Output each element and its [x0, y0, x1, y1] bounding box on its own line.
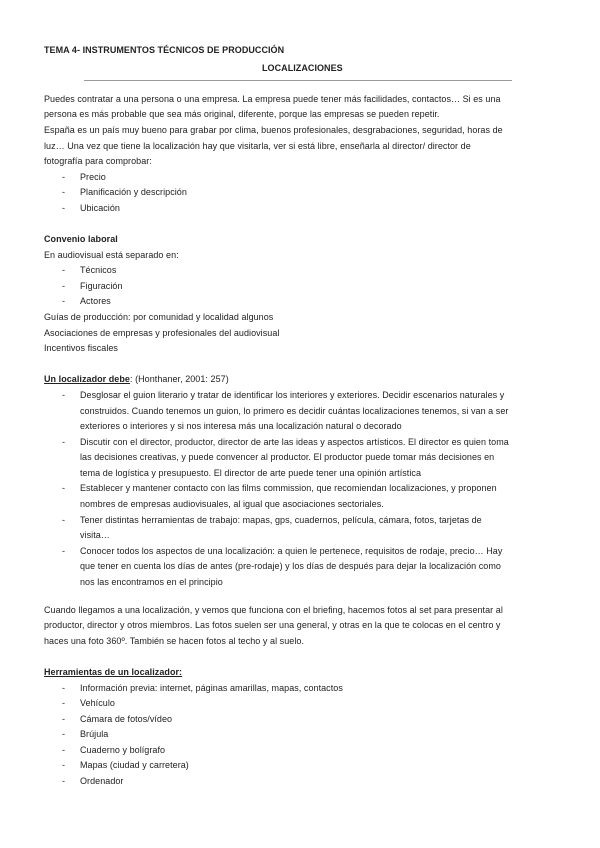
list-item-line: Tener distintas herramientas de trabajo: mapas, gps, cuadernos, película, cámara, fotos, tarjetas de: [80, 515, 482, 525]
section-heading-herramientas: Herramientas de un localizador:: [44, 667, 183, 677]
intro-paragraph-line: persona es más probable que sea más original, diferente, porque las empresas se pueden repetir.: [44, 109, 440, 119]
briefing-paragraph-line: productor, director y otros miembros. Las fotos suelen ser una general, y otras en la que te colocas en el centro y: [44, 620, 501, 630]
doc-subtitle: LOCALIZACIONES: [262, 63, 343, 73]
list-bullet: -: [62, 683, 65, 693]
list-item-line: las decisiones creativas, y puede convencer al productor. El productor puede tomar más decisiones en: [80, 452, 495, 462]
list-item-line: Discutir con el director, productor, director de arte las ideas y aspectos artísticos. El director es quien toma: [80, 437, 509, 447]
briefing-paragraph-line: haces una foto 360º. También se hacen fotos al techo y al suelo.: [44, 636, 304, 646]
list-item: Cámara de fotos/vídeo: [80, 714, 173, 724]
list-item: Actores: [80, 296, 111, 306]
list-item: Técnicos: [80, 265, 117, 275]
section-heading-convenio: Convenio laboral: [44, 234, 118, 244]
list-item-line: que tener en cuenta los días de antes (pre-rodaje) y los días de después para dejar la localización como: [80, 561, 501, 571]
list-bullet: -: [62, 714, 65, 724]
list-item: Ordenador: [80, 776, 124, 786]
list-item-line: exteriores o interiores y si nos interesa más una localización natural o decorado: [80, 421, 402, 431]
doc-title: TEMA 4- INSTRUMENTOS TÉCNICOS DE PRODUCCIÓN: [44, 45, 285, 55]
list-bullet: -: [62, 437, 65, 447]
list-item: Figuración: [80, 281, 123, 291]
list-bullet: -: [62, 515, 65, 525]
localizador-citation: : (Honthaner, 2001: 257): [129, 374, 229, 384]
list-item-line: construidos. Cuando tenemos un guion, lo primero es decidir cuántas localizaciones tenemos, si van a ser: [80, 406, 509, 416]
list-bullet: -: [62, 760, 65, 770]
list-bullet: -: [62, 729, 65, 739]
list-item: Vehículo: [80, 698, 115, 708]
list-bullet: -: [62, 187, 65, 197]
localizador-heading-text: Un localizador debe: [44, 374, 130, 384]
list-item: Información previa: internet, páginas amarillas, mapas, contactos: [80, 683, 343, 693]
briefing-paragraph-line: Cuando llegamos a una localización, y vemos que funciona con el briefing, hacemos fotos al set para presentar al: [44, 605, 503, 615]
list-bullet: -: [62, 745, 65, 755]
list-bullet: -: [62, 390, 65, 400]
list-item: Brújula: [80, 729, 109, 739]
list-item: Ubicación: [80, 203, 120, 213]
intro-paragraph-line: fotografía para comprobar:: [44, 156, 152, 166]
list-item-line: Desglosar el guion literario y tratar de identificar los interiores y exteriores. Decidir escenarios naturales y: [80, 390, 505, 400]
convenio-note: Guías de producción: por comunidad y localidad algunos: [44, 312, 274, 322]
section-heading-localizador: [44, 373, 229, 385]
list-item: Precio: [80, 172, 106, 182]
header-divider: [84, 80, 512, 81]
convenio-lead: En audiovisual está separado en:: [44, 250, 179, 260]
list-item-line: Establecer y mantener contacto con las films commission, que recomiendan localizaciones, y proponen: [80, 483, 497, 493]
list-bullet: -: [62, 776, 65, 786]
list-item-line: visita…: [80, 530, 110, 540]
list-bullet: -: [62, 698, 65, 708]
convenio-note: Asociaciones de empresas y profesionales del audiovisual: [44, 328, 280, 338]
list-bullet: -: [62, 203, 65, 213]
list-bullet: -: [62, 172, 65, 182]
list-bullet: -: [62, 265, 65, 275]
list-item-line: nos las encontramos en el principio: [80, 577, 223, 587]
list-bullet: -: [62, 483, 65, 493]
list-item-line: tema de logística y presupuesto. El director de arte puede tener una opinión artística: [80, 468, 421, 478]
list-item-line: Conocer todos los aspectos de una localización: a quien le pertenece, requisitos de rodaje, precio… Hay: [80, 546, 503, 556]
convenio-note: Incentivos fiscales: [44, 343, 118, 353]
list-item: Cuaderno y bolígrafo: [80, 745, 166, 755]
list-bullet: -: [62, 296, 65, 306]
list-item: Planificación y descripción: [80, 187, 187, 197]
intro-paragraph-line: España es un país muy bueno para grabar por clima, buenos profesionales, desgrabaciones, seguridad, horas de: [44, 125, 503, 135]
list-bullet: -: [62, 546, 65, 556]
list-item-line: nombres de empresas audiovisuales, al igual que asociaciones sectoriales.: [80, 499, 384, 509]
intro-paragraph-line: luz… Una vez que tiene la localización hay que visitarla, ver si está libre, enseñarla al director/ director de: [44, 141, 471, 151]
list-bullet: -: [62, 281, 65, 291]
intro-paragraph-line: Puedes contratar a una persona o una empresa. La empresa puede tener más facilidades, contactos… Si es una: [44, 94, 501, 104]
list-item: Mapas (ciudad y carretera): [80, 760, 189, 770]
